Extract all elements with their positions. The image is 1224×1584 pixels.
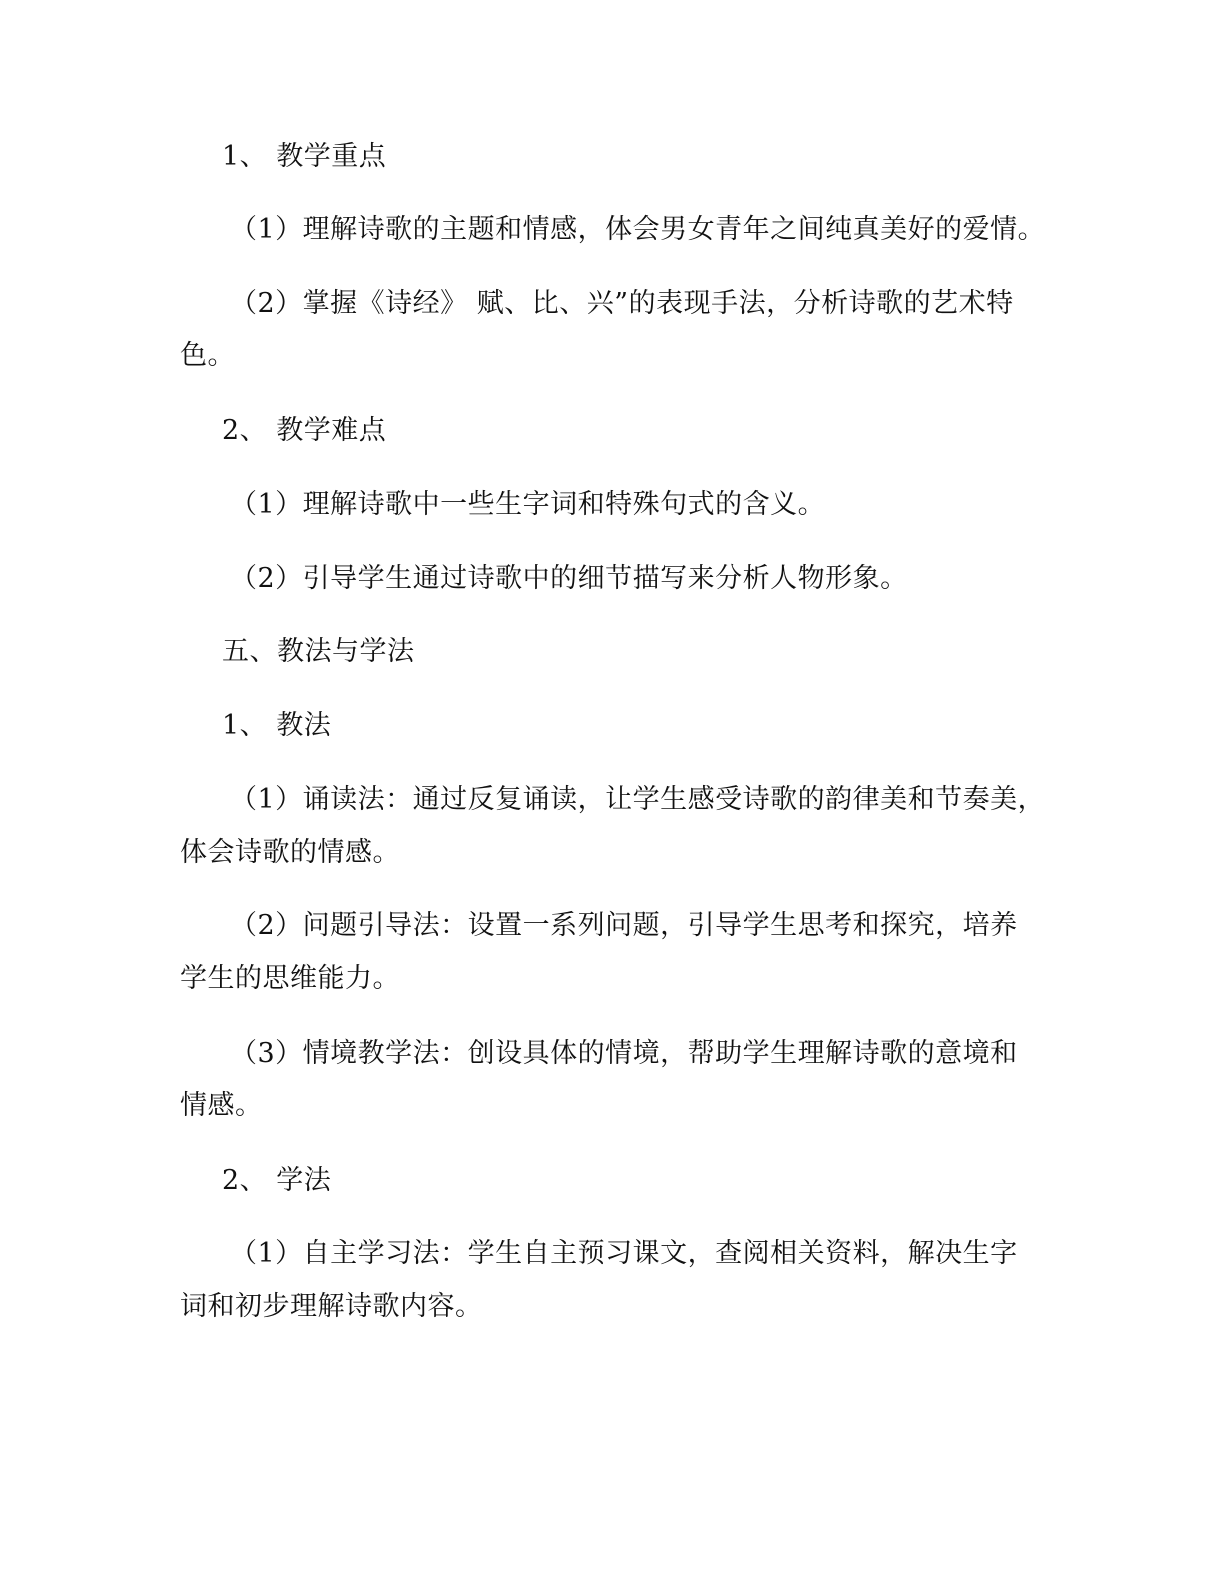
paragraph-learning-1: （1）自主学习法：学生自主预习课文，查阅相关资料，解决生字 xyxy=(230,1238,1018,1269)
paragraph-method-2: （2）问题引导法：设置一系列问题，引导学生思考和探究，培养 xyxy=(230,910,1018,941)
paragraph-focus-1: （1）理解诗歌的主题和情感，体会男女青年之间纯真美好的爱情。 xyxy=(230,214,1046,245)
heading-teaching-focus: 1、 教学重点 xyxy=(222,141,387,172)
heading-teaching-methods: 1、 教法 xyxy=(222,710,332,741)
paragraph-difficulty-2: （2）引导学生通过诗歌中的细节描写来分析人物形象。 xyxy=(230,563,908,594)
paragraph-learning-1-cont: 词和初步理解诗歌内容。 xyxy=(180,1291,483,1322)
heading-section-five: 五、教法与学法 xyxy=(222,636,415,667)
paragraph-method-2-cont: 学生的思维能力。 xyxy=(180,963,400,994)
heading-learning-methods: 2、 学法 xyxy=(222,1165,332,1196)
paragraph-focus-2: （2）掌握《诗经》 赋、比、兴”的表现手法，分析诗歌的艺术特 xyxy=(230,288,1014,319)
paragraph-method-1: （1）诵读法：通过反复诵读，让学生感受诗歌的韵律美和节奏美， xyxy=(230,784,1046,815)
paragraph-method-3: （3）情境教学法：创设具体的情境，帮助学生理解诗歌的意境和 xyxy=(230,1038,1018,1069)
heading-teaching-difficulty: 2、 教学难点 xyxy=(222,415,387,446)
paragraph-method-3-cont: 情感。 xyxy=(180,1090,263,1121)
paragraph-difficulty-1: （1）理解诗歌中一些生字词和特殊句式的含义。 xyxy=(230,489,826,520)
paragraph-method-1-cont: 体会诗歌的情感。 xyxy=(180,837,400,868)
paragraph-focus-2-cont: 色。 xyxy=(180,340,235,371)
